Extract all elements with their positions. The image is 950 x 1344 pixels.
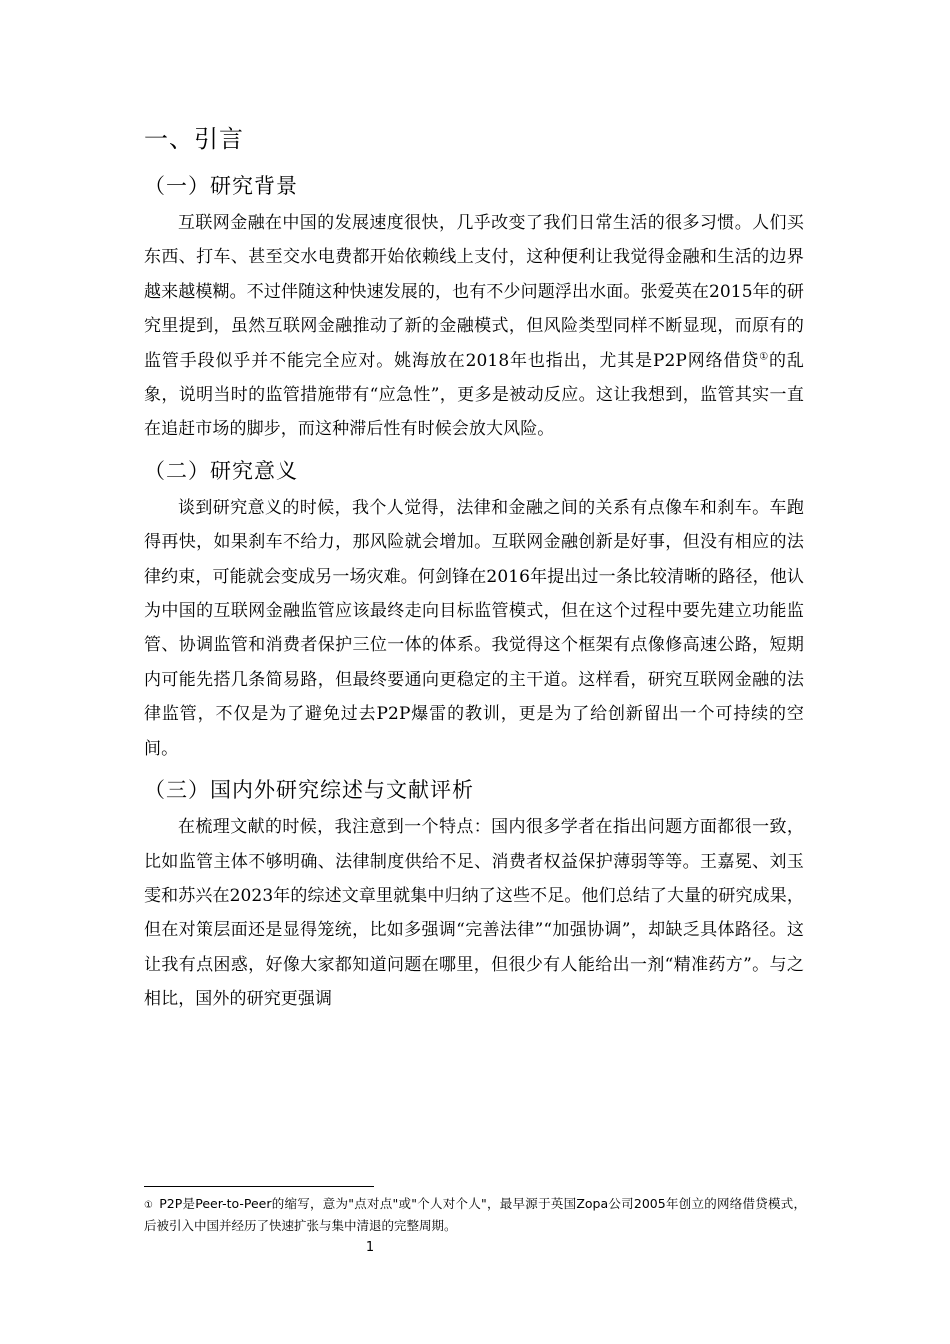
- paragraph-background-text-2: 的乱象，说明当时的监管措施带有“应急性”，更多是被动反应。这让我想到，监管其实一直在追赶市场的脚步，而这种滞后性有时候会放大风险。: [144, 350, 804, 440]
- footnote-text: P2P是Peer-to-Peer的缩写，意为"点对点"或"个人对个人"，最早源于英国Zopa公司2005年创立的网络借贷模式，后被引入中国并经历了快速扩张与集中清退的完整周期。: [144, 1196, 806, 1233]
- paragraph-background-text-1: 互联网金融在中国的发展速度很快，几乎改变了我们日常生活的很多习惯。人们买东西、打车、甚至交水电费都开始依赖线上支付，这种便利让我觉得金融和生活的边界越来越模糊。不过伴随这种快速发展的，也有不少问题浮出水面。张爱英在2015年的研究里提到，虽然互联网金融推动了新的金融模式，但风险类型同样不断显现，而原有的监管手段似乎并不能完全应对。姚海放在2018年也指出，尤其是P2P网络借贷: [144, 213, 804, 371]
- footnote-separator: [144, 1186, 374, 1187]
- paragraph-background: [144, 206, 804, 447]
- paragraph-literature-review: 在梳理文献的时候，我注意到一个特点：国内很多学者在指出问题方面都很一致，比如监管主体不够明确、法律制度供给不足、消费者权益保护薄弱等等。王嘉冕、刘玉雯和苏兴在2023年的综述文章里就集中归纳了这些不足。他们总结了大量的研究成果，但在对策层面还是显得笼统，比如多强调“完善法律”“加强协调”，却缺乏具体路径。这让我有点困惑，好像大家都知道问题在哪里，但很少有人能给出一剂“精准药方”。与之相比，国外的研究更强调: [144, 817, 804, 1010]
- page-number: 1: [365, 1240, 375, 1255]
- section-title-significance: （二）研究意义: [144, 458, 298, 483]
- section-title-background: （一）研究背景: [144, 174, 298, 198]
- footnote-mark: ①: [144, 1200, 154, 1211]
- section-title-literature-review: （三）国内外研究综述与文献评析: [144, 778, 474, 803]
- chapter-heading: 一、引言: [144, 125, 244, 153]
- paragraph-significance: 谈到研究意义的时候，我个人觉得，法律和金融之间的关系有点像车和刹车。车跑得再快，如果刹车不给力，那风险就会增加。互联网金融创新是好事，但没有相应的法律约束，可能就会变成另一场灾难。何剑锋在2016年提出过一条比较清晰的路径，他认为中国的互联网金融监管应该最终走向目标监管模式，但在这个过程中要先建立功能监管、协调监管和消费者保护三位一体的体系。我觉得这个框架有点像修高速公路，短期内可能先搭几条简易路，但最终要通向更稳定的主干道。这样看，研究互联网金融的法律监管，不仅是为了避免过去P2P爆雷的教训，更是为了给创新留出一个可持续的空间。: [144, 497, 804, 759]
- footnote: [144, 1194, 806, 1236]
- footnote-reference[interactable]: ①: [759, 350, 770, 362]
- main-content: [144, 122, 804, 1025]
